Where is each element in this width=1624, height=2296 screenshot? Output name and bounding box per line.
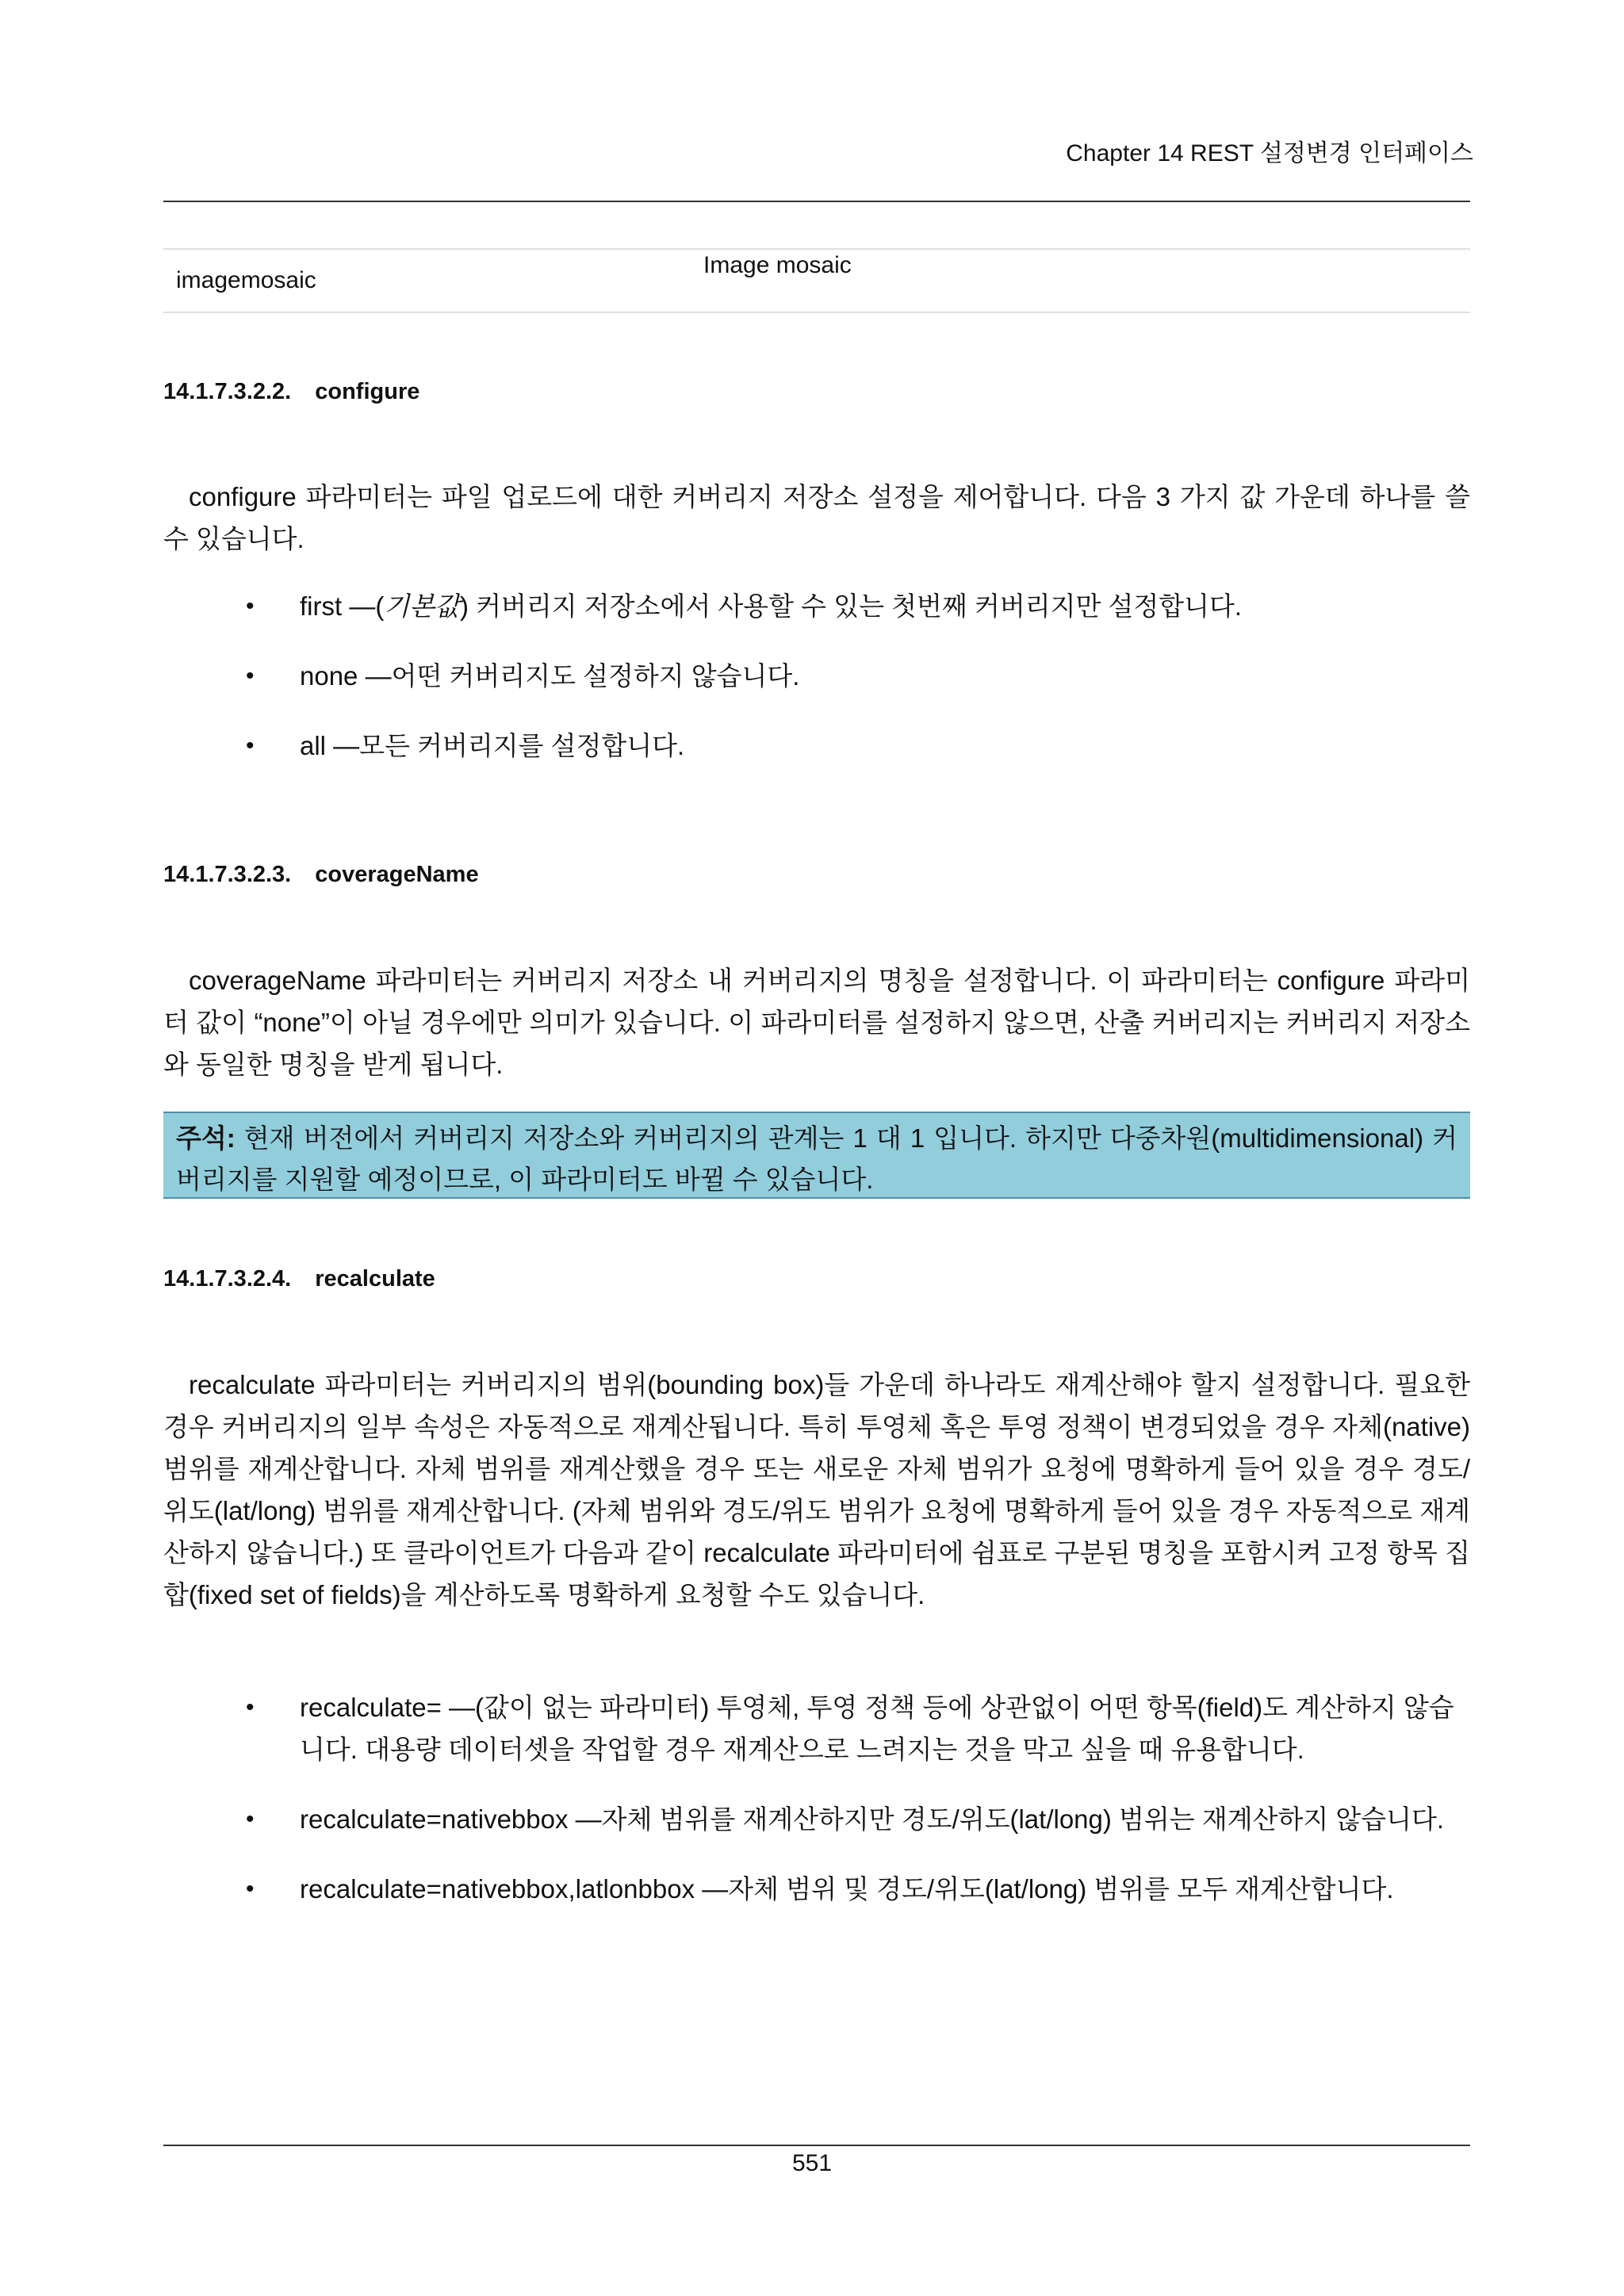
table-top-border — [163, 248, 1470, 250]
section-heading-coveragename — [163, 862, 479, 888]
running-header: Chapter 14 REST 설정변경 인터페이스 — [1066, 140, 1473, 166]
paragraph-text: coverageName 파라미터는 커버리지 저장소 내 커버리지의 명칭을 설정합니다. 이 파라미터는 configure 파라미터 값이 “none”이 아닐 경우에만 의미가 있습니다. 이 파라미터를 설정하지 않으면, 산출 커버리지는 커버리지 저장소와 동일한 명칭을 받게 됩니다. — [163, 966, 1470, 1079]
table-cell-format-name: imagemosaic — [176, 267, 316, 293]
recalculate-paragraph — [163, 1364, 1470, 1616]
section-number: 14.1.7.3.2.4. — [163, 1266, 292, 1292]
list-item: • all —모든 커버리지를 설정합니다. — [163, 725, 1470, 767]
configure-paragraph — [163, 476, 1470, 560]
page-number: 551 — [791, 2150, 833, 2176]
footer-divider — [163, 2145, 1470, 2146]
emphasis-text: 기본값 — [384, 591, 460, 621]
section-number: 14.1.7.3.2.3. — [163, 862, 292, 887]
section-title: coverageName — [315, 862, 479, 887]
coveragename-paragraph — [163, 959, 1470, 1085]
bullet-icon: • — [246, 1876, 255, 1902]
bullet-icon: • — [246, 1806, 255, 1832]
list-item: • recalculate= —(값이 없는 파라미터) 투영체, 투영 정책 등에 상관없이 어떤 항목(field)도 계산하지 않습니다. 대용량 데이터셋을 작업할 경우 재계산으로 느려지는 것을 막고 싶을 때 유용합니다. — [163, 1686, 1470, 1770]
list-item: • first —(기본값) 커버리지 저장소에서 사용할 수 있는 첫번째 커버리지만 설정합니다. — [163, 585, 1470, 627]
section-number: 14.1.7.3.2.2. — [163, 379, 292, 404]
bullet-icon: • — [246, 593, 255, 619]
section-title: recalculate — [315, 1266, 435, 1292]
section-heading-configure — [163, 379, 419, 405]
table-bottom-border — [163, 312, 1470, 313]
bullet-icon: • — [246, 733, 255, 759]
note-label: 주석: — [176, 1123, 236, 1153]
configure-options-list — [163, 585, 1470, 767]
note-box — [163, 1112, 1470, 1199]
section-heading-recalculate — [163, 1266, 435, 1292]
paragraph-text: recalculate 파라미터는 커버리지의 범위(bounding box)들 가운데 하나라도 재계산해야 할지 설정합니다. 필요한 경우 커버리지의 일부 속성은 자동적으로 재계산됩니다. 특히 투영체 혹은 투영 정책이 변경되었을 경우 자체(native) 범위를 재계산합니다. 자체 범위를 재계산했을 경우 또는 새로운 자체 범위가 요청에 명확하게 들어 있을 경우 경도/위도(lat/long) 범위를 재계산합니다. (자체 범위와 경도/위도 범위가 요청에 명확하게 들어 있을 경우 자동적으로 재계산하지 않습니다.) 또 클라이언트가 다음과 같이 recalculate 파라미터에 쉼표로 구분된 명칭을 포함시켜 고정 항목 집합(fixed set of fields)을 계산하도록 명확하게 요청할 수도 있습니다. — [163, 1370, 1470, 1609]
header-divider — [163, 201, 1470, 202]
list-item: • none —어떤 커버리지도 설정하지 않습니다. — [163, 655, 1470, 697]
recalculate-options-list — [163, 1686, 1470, 1910]
bullet-icon: • — [246, 1694, 255, 1720]
note-text: 주석: 현재 버전에서 커버리지 저장소와 커버리지의 관계는 1 대 1 입니다. 하지만 다중차원(multidimensional) 커버리지를 지원할 예정이므로, 이 파라미터도 바뀔 수 있습니다. — [176, 1123, 1457, 1194]
table-cell-format-description: Image mosaic — [703, 252, 852, 278]
section-title: configure — [315, 379, 420, 404]
paragraph-text: configure 파라미터는 파일 업로드에 대한 커버리지 저장소 설정을 제어합니다. 다음 3 가지 값 가운데 하나를 쓸 수 있습니다. — [163, 482, 1470, 553]
bullet-icon: • — [246, 663, 255, 689]
list-item: • recalculate=nativebbox —자체 범위를 재계산하지만 경도/위도(lat/long) 범위는 재계산하지 않습니다. — [163, 1798, 1470, 1840]
list-item: • recalculate=nativebbox,latlonbbox —자체 범위 및 경도/위도(lat/long) 범위를 모두 재계산합니다. — [163, 1868, 1470, 1910]
